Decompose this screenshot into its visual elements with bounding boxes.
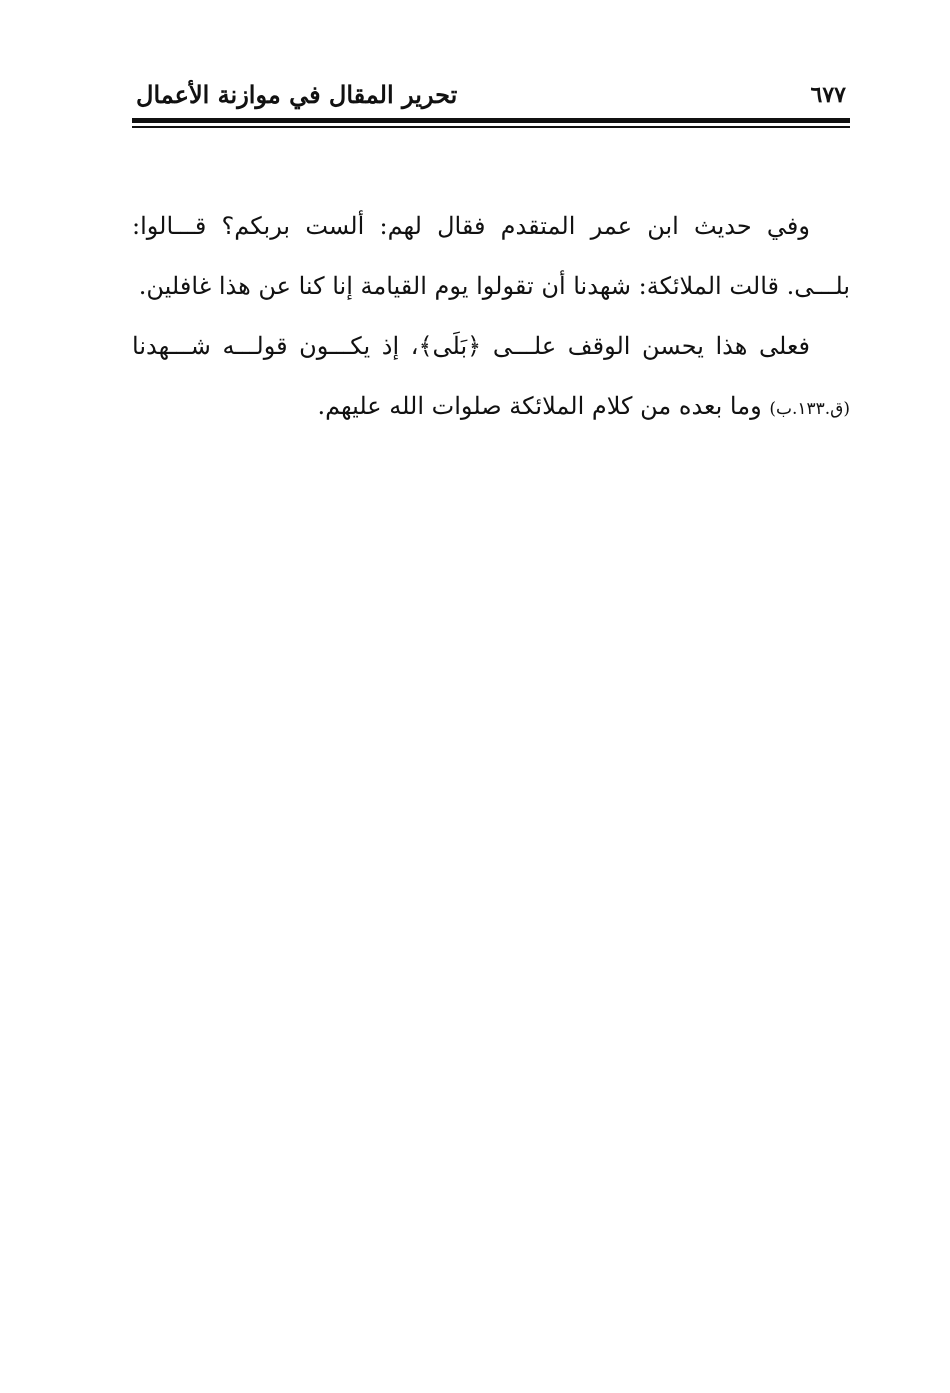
paragraph-2 (132, 316, 850, 439)
paragraph-1-line-2: قالت الملائكة: شهدنا أن تقولوا يوم القيامة إنا كنا عن هذا غافلين. (138, 272, 779, 300)
header-rule-thick (132, 118, 850, 123)
body-text (132, 196, 850, 439)
paragraph-2-line-1: فعلى هذا يحسن الوقف علـــى ﴿بَلَى﴾، إذ يكـــون قولـــه شـــهدنا (132, 332, 810, 360)
book-title: تحرير المقال في موازنة الأعمال (136, 80, 458, 109)
header-rule-thin (132, 126, 850, 128)
running-header (132, 74, 850, 118)
folio-reference: (ق.١٣٣.ب) (769, 399, 850, 419)
paragraph-1 (132, 196, 850, 316)
paragraph-1-line-1: وفي حديث ابن عمر المتقدم فقال لهم: ألست بربكم؟ قـــالوا: بلـــى. (132, 212, 850, 300)
paragraph-2-line-2: وما بعده من كلام الملائكة صلوات الله عليهم. (317, 392, 770, 420)
page-number: ٦٧٧ (810, 82, 846, 108)
